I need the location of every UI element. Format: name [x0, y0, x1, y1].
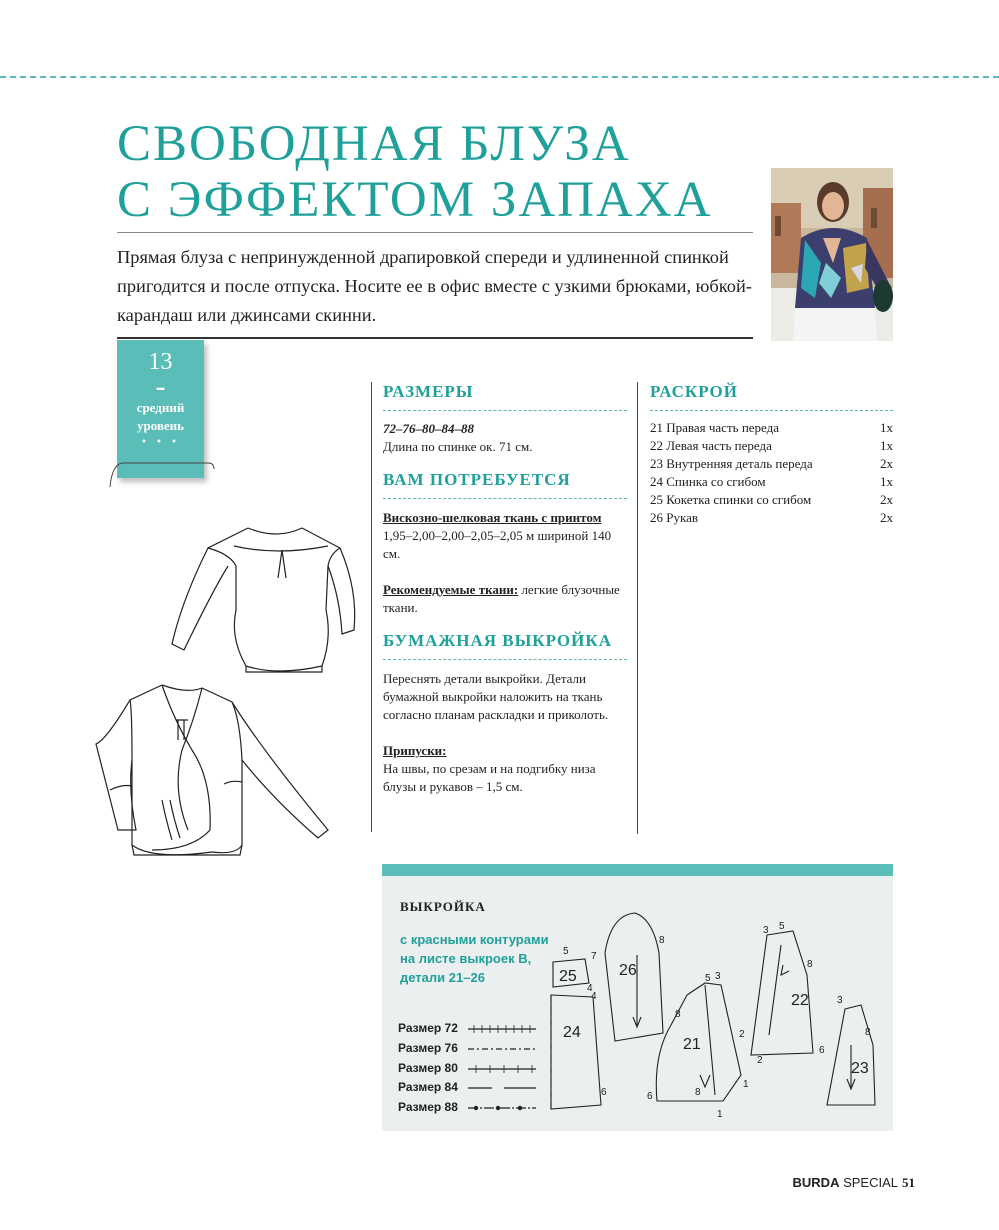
svg-text:2: 2: [739, 1029, 745, 1040]
column-divider-2: [637, 382, 638, 834]
sizes-block: [383, 420, 627, 456]
svg-text:8: 8: [675, 1009, 681, 1020]
svg-text:8: 8: [807, 959, 813, 970]
pattern-note: с красными контурами на листе выкроек B, детали 21–26: [400, 932, 549, 985]
intro-text: Прямая блуза с непринужденной драпировкой спереди и удлиненной спинкой пригодится и после отпуска. Носите ее в офис вместе с узкими брюками, юбкой-карандаш или джинсами скинни.: [117, 247, 752, 325]
cutting-item: 23 Внутренняя деталь переда 2x: [650, 456, 893, 471]
page-number: 51: [902, 1175, 915, 1190]
recommended-label: Рекомендуемые ткани:: [383, 582, 519, 597]
materials-heading: ВАМ ПОТРЕБУЕТСЯ: [383, 470, 571, 489]
badge-dots: • • •: [140, 437, 181, 448]
sizes-rule: [383, 410, 627, 411]
title-line-1: СВОБОДНАЯ БЛУЗА: [117, 116, 631, 172]
cutting-heading: РАСКРОЙ: [650, 382, 738, 401]
blouse-back-sketch: [170, 520, 362, 678]
badge-number: 13: [148, 349, 173, 375]
pattern-box-bar: [382, 864, 893, 876]
paper-pattern-heading: БУМАЖНАЯ ВЫКРОЙКА: [383, 631, 612, 650]
title-rule: [117, 232, 753, 233]
badge-level: средний уровень: [136, 400, 185, 433]
sizes-heading: РАЗМЕРЫ: [383, 382, 474, 401]
materials-rule: [383, 498, 627, 499]
size-legend-84: Размер 84: [398, 1080, 458, 1094]
cutting-item: 25 Кокетка спинки со сгибом 2x: [650, 492, 893, 507]
svg-text:4: 4: [591, 991, 597, 1002]
paper-pattern-block: [383, 670, 631, 796]
page-footer: [780, 1175, 915, 1191]
piece-26-label: 26: [619, 962, 637, 979]
page-title: [117, 116, 757, 228]
svg-text:5: 5: [779, 921, 785, 932]
fabric-text: 1,95–2,00–2,00–2,05–2,05 м шириной 140 см.: [383, 528, 612, 561]
size-legend-80: Размер 80: [398, 1061, 458, 1075]
column-divider-1: [371, 382, 372, 832]
badge-stitch-line: [108, 455, 218, 490]
piece-25-label: 25: [559, 968, 577, 985]
recommended-text: легкие блузочные ткани.: [383, 582, 620, 615]
piece-21-label: 21: [683, 1036, 701, 1053]
svg-text:3: 3: [763, 925, 769, 936]
pattern-pieces-diagram: [545, 905, 890, 1120]
svg-text:2: 2: [757, 1055, 763, 1066]
svg-text:8: 8: [865, 1027, 871, 1038]
paper-pattern-rule: [383, 659, 627, 660]
cutting-rule: [650, 410, 893, 411]
piece-22-label: 22: [791, 992, 809, 1009]
svg-text:5: 5: [563, 946, 569, 957]
intro-rule: [117, 337, 753, 339]
cutting-item: 22 Левая часть переда 1x: [650, 438, 893, 453]
svg-text:3: 3: [715, 971, 721, 982]
sizes-values: 72–76–80–84–88: [383, 421, 474, 436]
size-legend-72: Размер 72: [398, 1021, 458, 1035]
cutting-list: [650, 419, 893, 529]
badge-dash: –: [155, 375, 166, 399]
pattern-heading: ВЫКРОЙКА: [400, 899, 486, 914]
size-legend-88: Размер 88: [398, 1100, 458, 1114]
svg-text:6: 6: [647, 1091, 653, 1102]
size-legend-76: Размер 76: [398, 1041, 458, 1055]
svg-text:4: 4: [587, 983, 593, 994]
svg-text:6: 6: [819, 1045, 825, 1056]
cutting-item: 26 Рукав 2x: [650, 510, 893, 525]
svg-text:7: 7: [591, 951, 597, 962]
svg-text:3: 3: [837, 995, 843, 1006]
materials-block: [383, 509, 631, 617]
piece-24: [551, 995, 601, 1109]
footer-brand: BURDA: [792, 1175, 840, 1190]
size-legend: [398, 1021, 548, 1121]
blouse-front-sketch: [92, 680, 332, 875]
size-line-samples: [468, 1021, 538, 1121]
fabric-label: Вискозно-шелковая ткань с принтом: [383, 510, 602, 525]
top-dashed-rule: [0, 76, 999, 78]
cutting-item: 24 Спинка со сгибом 1x: [650, 474, 893, 489]
paper-pattern-text: Переснять детали выкройки. Детали бумажной выкройки наложить на ткань согласно планам раскладки и приколоть.: [383, 671, 609, 722]
svg-text:8: 8: [659, 935, 665, 946]
svg-text:5: 5: [705, 973, 711, 984]
sizes-length: Длина по спинке ок. 71 см.: [383, 439, 533, 454]
svg-text:8: 8: [695, 1087, 701, 1098]
model-photo: [771, 168, 893, 341]
allowance-text: На швы, по срезам и на подгибку низа блузы и рукавов – 1,5 см.: [383, 761, 596, 794]
piece-23-label: 23: [851, 1060, 869, 1077]
footer-special: SPECIAL: [839, 1175, 898, 1190]
cutting-item: 21 Правая часть переда 1x: [650, 420, 893, 435]
piece-24-label: 24: [563, 1024, 581, 1041]
svg-text:1: 1: [743, 1079, 749, 1090]
allowance-label: Припуски:: [383, 743, 447, 758]
svg-text:6: 6: [601, 1087, 607, 1098]
title-line-2: С ЭФФЕКТОМ ЗАПАХА: [117, 172, 713, 228]
svg-text:1: 1: [717, 1109, 723, 1120]
